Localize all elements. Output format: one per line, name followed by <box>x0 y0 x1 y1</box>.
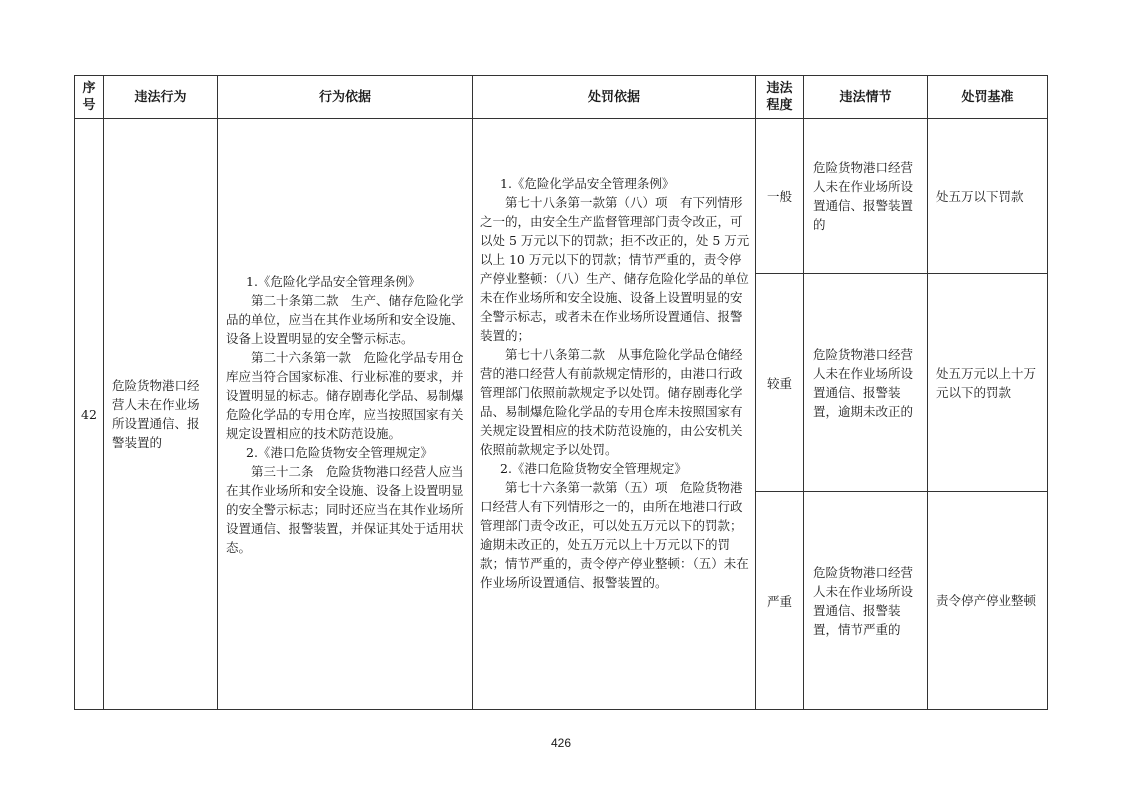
regulation-table <box>74 75 1048 710</box>
standard-serious: 处五万元以上十万元以下的罚款 <box>936 365 1037 400</box>
penalty-clause: 第七十八条第一款第（八）项 有下列情形之一的，由安全生产监督管理部门责令改正，可以处 5 万元以下的罚款；拒不改正的，处 5 万元以上 10 万元以下的罚款；情节严重的，责令停产停业整顿：（八）生产、储存危险化学品的单位未在作业场所和安全设施、设备上设置明显的安全警示标志，或者未在作业场所设置通信、报警装置的； <box>480 195 750 343</box>
basis-source-title: 2.《港口危险货物安全管理规定》 <box>246 444 433 460</box>
header-degree: 违法程度 <box>756 76 804 119</box>
facts-serious: 危险货物港口经营人未在作业场所设置通信、报警装置，逾期未改正的 <box>813 346 914 419</box>
header-row <box>75 76 1048 119</box>
degree-severe: 严重 <box>756 492 804 710</box>
penalty-clause: 第七十六条第一款第（五）项 危险货物港口经营人有下列情形之一的，由所在地港口行政管理部门责令改正，可以处五万元以下的罚款；逾期未改正的，处五万元以上十万元以下的罚款；情节严重的，责令停产停业整顿：（五）未在作业场所设置通信、报警装置的。 <box>480 480 749 590</box>
basis-clause: 第二十六条第一款 危险化学品专用仓库应当符合国家标准、行业标准的要求，并设置明显的标志。储存剧毒化学品、易制爆危险化学品的专用仓库，应当按照国家有关规定设置相应的技术防范设施。 <box>226 349 464 441</box>
behavior-basis <box>218 272 472 557</box>
basis-clause: 第三十二条 危险货物港口经营人应当在其作业场所和安全设施、设备上设置明显的安全警示标志；同时还应当在其作业场所设置通信、报警装置，并保证其处于适用状态。 <box>226 463 464 555</box>
header-seq: 序号 <box>75 76 104 119</box>
basis-source-title: 1.《危险化学品安全管理条例》 <box>246 273 421 289</box>
header-facts: 违法情节 <box>804 76 928 119</box>
page-number: 426 <box>550 736 572 750</box>
penalty-source-title: 2.《港口危险货物安全管理规定》 <box>500 461 687 476</box>
penalty-clause: 第七十八条第二款 从事危险化学品仓储经营的港口经营人有前款规定情形的，由港口行政管理部门依照前款规定予以处罚。储存剧毒化学品、易制爆危险化学品的专用仓库未按照国家有关规定设置相应的技术防范设施的，由公安机关依照前款规定予以处罚。 <box>480 347 743 457</box>
penalty-source-title: 1.《危险化学品安全管理条例》 <box>500 176 675 191</box>
penalty-basis <box>473 174 755 592</box>
degree-general: 一般 <box>756 119 804 274</box>
standard-general: 处五万以下罚款 <box>936 188 1024 204</box>
row-act: 危险货物港口经营人未在作业场所设置通信、报警装置的 <box>112 378 200 450</box>
row-seq: 42 <box>75 119 104 710</box>
header-act: 违法行为 <box>104 76 218 119</box>
basis-clause: 第二十条第二款 生产、储存危险化学品的单位，应当在其作业场所和安全设施、设备上设置明显的安全警示标志。 <box>226 292 464 346</box>
degree-serious: 较重 <box>756 274 804 492</box>
facts-severe: 危险货物港口经营人未在作业场所设置通信、报警装置，情节严重的 <box>813 564 914 637</box>
header-basis: 行为依据 <box>218 76 473 119</box>
header-penalty-basis: 处罚依据 <box>473 76 756 119</box>
facts-general: 危险货物港口经营人未在作业场所设置通信、报警装置的 <box>813 160 914 232</box>
table-row <box>75 119 1048 274</box>
standard-severe: 责令停产停业整顿 <box>936 593 1037 608</box>
header-standard: 处罚基准 <box>928 76 1048 119</box>
